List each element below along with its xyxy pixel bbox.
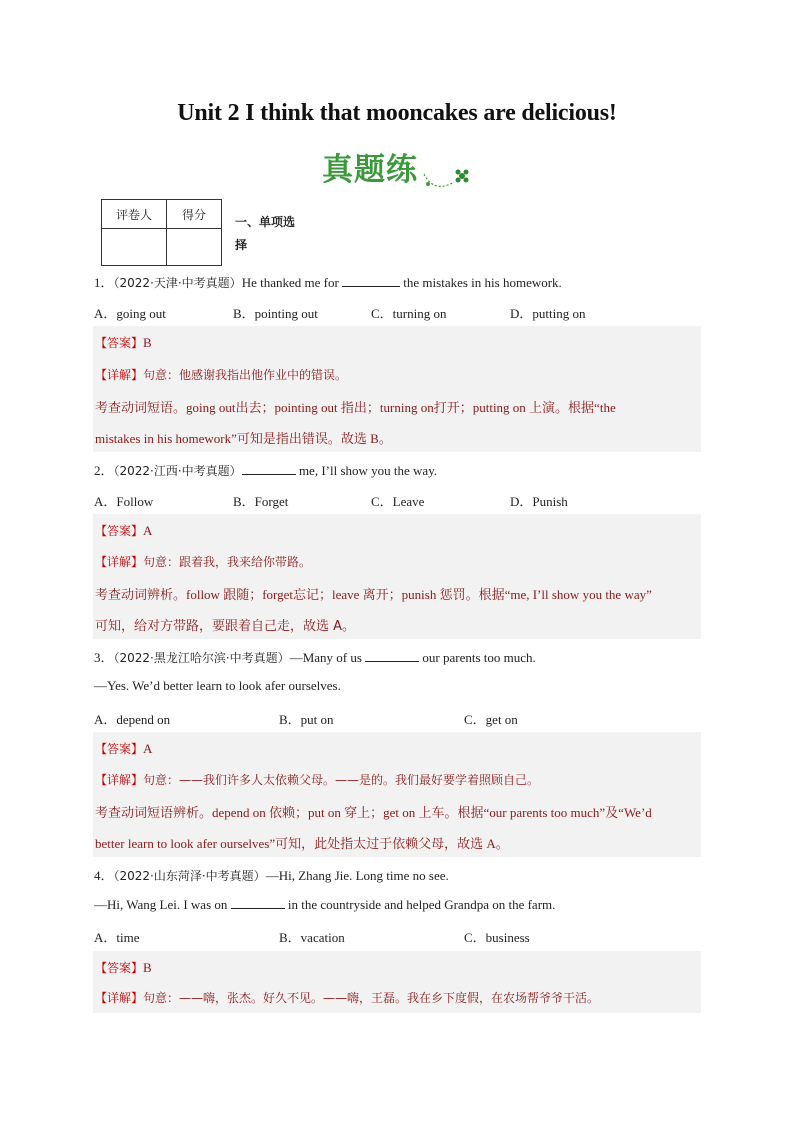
q3-detail-tag: 【详解】	[95, 773, 144, 787]
question-3-stem-post: our parents too much.	[419, 650, 536, 665]
question-1-source: （2022·天津·中考真题）	[113, 276, 242, 290]
q2-answer-line	[95, 522, 152, 539]
q2-answer-tag: 【答案】	[95, 524, 144, 538]
score-table	[101, 199, 222, 266]
q4-answer-box	[93, 951, 701, 1013]
question-4-line2-pre: —Hi, Wang Lei. I was on	[94, 897, 231, 912]
q4-answer: B	[143, 960, 152, 975]
section-heading-line2: 择	[235, 238, 248, 252]
q3-option-a[interactable]: A．depend on	[94, 712, 171, 727]
q1-option-d[interactable]: D．putting on	[510, 306, 586, 321]
q2-detail: 句意：跟着我，我来给你带路。	[143, 555, 312, 569]
question-2-source: （2022·江西·中考真题）	[113, 464, 242, 478]
document-title: Unit 2 I think that mooncakes are delicious!	[177, 100, 617, 126]
q1-option-a[interactable]: A．going out	[94, 306, 166, 321]
q4-option-a[interactable]: A．time	[94, 930, 140, 945]
q2-explanation-2: 可知，给对方带路，要跟着自己走，故选 A。	[95, 619, 356, 634]
q1-detail-line	[95, 366, 347, 383]
q3-answer-line	[95, 740, 152, 757]
question-2-stem-post: me, I’ll show you the way.	[295, 463, 438, 478]
q2-option-d[interactable]: D．Punish	[510, 494, 568, 509]
question-3-line2: —Yes. We’d better learn to look afer ourselves.	[94, 678, 341, 693]
question-3-source: （2022·黑龙江哈尔滨·中考真题）	[113, 651, 290, 665]
q3-option-c[interactable]: C．get on	[464, 712, 518, 727]
q3-option-b[interactable]: B．put on	[279, 712, 334, 727]
question-2	[94, 460, 437, 479]
q4-option-c[interactable]: C．business	[464, 930, 530, 945]
q4-detail-tag: 【详解】	[95, 991, 144, 1005]
question-4-blank[interactable]	[231, 896, 285, 909]
section-heading-line1: 一、单项选	[235, 215, 296, 229]
q2-detail-tag: 【详解】	[95, 555, 144, 569]
q1-answer: B	[143, 335, 152, 350]
question-4-number: 4．	[94, 868, 114, 883]
question-4-stem-pre: —Hi, Zhang Jie. Long time no see.	[265, 868, 449, 883]
q2-explanation-1: 考查动词辨析。follow 跟随；forget忘记；leave 离开；punish 惩罚。根据“me, I’ll show you the way”	[95, 587, 652, 602]
question-4	[94, 865, 449, 884]
q4-option-b[interactable]: B．vacation	[279, 930, 345, 945]
question-4-source: （2022·山东菏泽·中考真题）	[113, 869, 266, 883]
q3-answer: A	[143, 741, 153, 756]
q4-answer-tag: 【答案】	[95, 961, 144, 975]
grader-header: 评卷人	[102, 200, 167, 229]
leaf-decoration-icon	[418, 162, 474, 192]
question-1-stem-pre: He thanked me for	[241, 275, 343, 290]
question-1-number: 1．	[94, 275, 114, 290]
question-3-number: 3．	[94, 650, 114, 665]
q1-detail: 句意：他感谢我指出他作业中的错误。	[143, 368, 348, 382]
q1-explanation-1: 考查动词短语。going out出去；pointing out 指出；turning on打开；putting on 上演。根据“the	[95, 400, 616, 415]
q3-detail: 句意：——我们许多人太依赖父母。——是的。我们最好要学着照顾自己。	[143, 773, 540, 787]
question-1	[94, 272, 562, 291]
question-1-blank[interactable]	[342, 274, 400, 287]
q1-explanation-2: mistakes in his homework”可知是指出错误。故选 B。	[95, 431, 392, 446]
question-2-number: 2．	[94, 463, 114, 478]
q2-option-b[interactable]: B．Forget	[233, 494, 289, 509]
question-3-stem-pre: —Many of us	[289, 650, 366, 665]
question-4-line2	[94, 896, 555, 913]
q1-detail-tag: 【详解】	[95, 368, 144, 382]
q1-option-b[interactable]: B．pointing out	[233, 306, 318, 321]
question-3	[94, 647, 536, 666]
q3-answer-tag: 【答案】	[95, 742, 144, 756]
q3-explanation-1: 考查动词短语辨析。depend on 依赖；put on 穿上；get on 上车。根据“our parents too much”及“We’d	[95, 805, 652, 820]
q1-answer-line	[95, 334, 152, 351]
question-4-line2-post: in the countryside and helped Grandpa on the farm.	[284, 897, 556, 912]
q2-option-a[interactable]: A．Follow	[94, 494, 154, 509]
q1-answer-tag: 【答案】	[95, 336, 144, 350]
grader-cell[interactable]	[102, 229, 167, 266]
q2-answer-box	[93, 514, 701, 639]
q2-answer: A	[143, 523, 153, 538]
q1-answer-box	[93, 326, 701, 452]
q1-option-c[interactable]: C．turning on	[371, 306, 447, 321]
question-1-stem-post: the mistakes in his homework.	[400, 275, 562, 290]
section-heading	[235, 211, 315, 257]
q4-answer-line	[95, 959, 152, 976]
q3-detail-line	[95, 771, 539, 788]
score-cell[interactable]	[167, 229, 222, 266]
question-3-blank[interactable]	[365, 649, 419, 662]
q2-detail-line	[95, 553, 311, 570]
q4-detail-line	[95, 989, 599, 1006]
q4-detail: 句意：——嗨，张杰。好久不见。——嗨，王磊。我在乡下度假，在农场帮爷爷干活。	[143, 991, 600, 1005]
logo-text: 真题练	[322, 152, 418, 188]
q3-answer-box	[93, 732, 701, 857]
q2-option-c[interactable]: C．Leave	[371, 494, 425, 509]
q3-explanation-2: better learn to look afer ourselves”可知，此处指太过于依赖父母，故选 A。	[95, 836, 509, 851]
question-2-blank[interactable]	[242, 462, 296, 475]
score-header: 得分	[167, 200, 222, 229]
zhentilian-logo	[322, 144, 418, 189]
